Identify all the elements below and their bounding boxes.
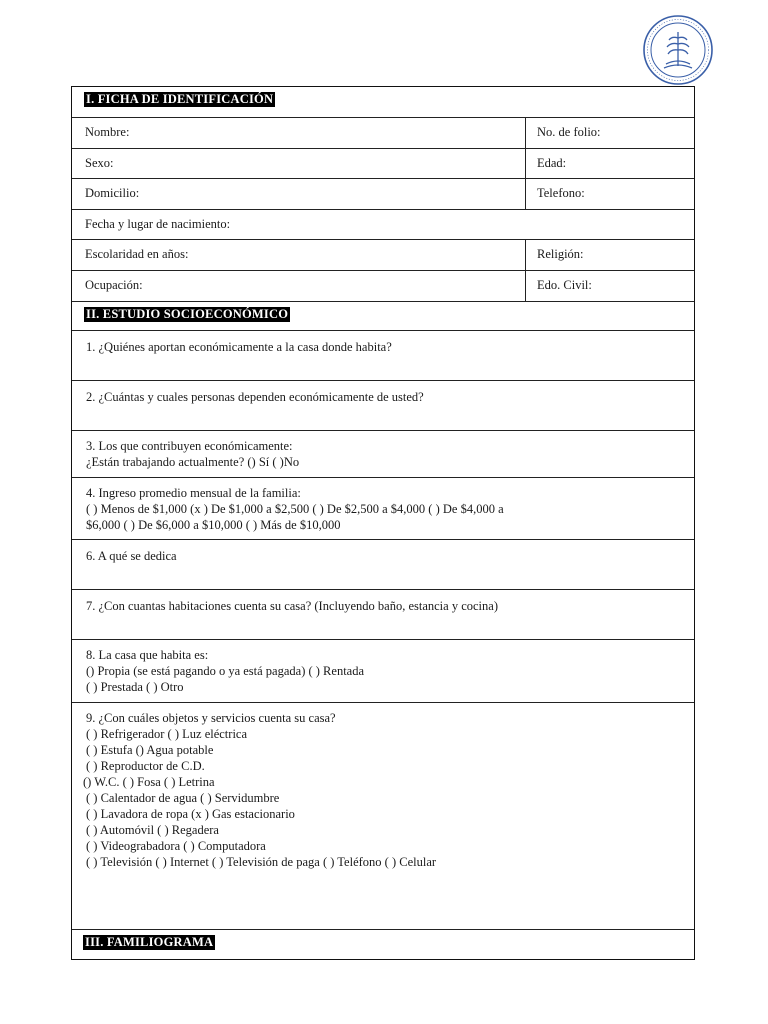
question-4-text: 4. Ingreso promedio mensual de la familia: xyxy=(86,486,301,500)
row-domicilio xyxy=(72,179,694,210)
section2-title: II. ESTUDIO SOCIOECONÓMICO xyxy=(86,307,289,321)
field-telefono[interactable]: Telefono: xyxy=(537,186,585,200)
field-sexo[interactable]: Sexo: xyxy=(72,149,526,178)
field-edo-civil[interactable]: Edo. Civil: xyxy=(537,278,592,292)
section2-header-row xyxy=(72,302,694,331)
identification-form xyxy=(71,86,695,960)
field-religion[interactable]: Religión: xyxy=(537,247,584,261)
question-9-option: ( ) Videograbadora ( ) Computadora xyxy=(86,839,266,853)
question-9-option: ( ) Automóvil ( ) Regadera xyxy=(86,823,219,837)
question-7[interactable] xyxy=(72,590,694,640)
question-8-options-line2: ( ) Prestada ( ) Otro xyxy=(86,680,184,694)
question-7-text: 7. ¿Con cuantas habitaciones cuenta su casa? (Incluyendo baño, estancia y cocina) xyxy=(86,599,498,613)
field-escolaridad[interactable]: Escolaridad en años: xyxy=(72,240,526,270)
question-4-options-line2: $6,000 ( ) De $6,000 a $10,000 ( ) Más de $10,000 xyxy=(86,518,341,532)
question-2[interactable] xyxy=(72,381,694,431)
question-3-options: ¿Están trabajando actualmente? () Sí ( )No xyxy=(86,455,300,469)
row-sexo xyxy=(72,149,694,179)
row-nombre xyxy=(72,118,694,149)
section1-title: I. FICHA DE IDENTIFICACIÓN xyxy=(86,92,274,106)
section3-header-row xyxy=(72,930,694,959)
section3-title: III. FAMILIOGRAMA xyxy=(85,935,214,949)
field-edad[interactable]: Edad: xyxy=(537,156,567,170)
question-3[interactable] xyxy=(72,431,694,478)
question-9-option: ( ) Lavadora de ropa (x ) Gas estacionario xyxy=(86,807,295,821)
field-nombre[interactable]: Nombre: xyxy=(72,118,526,148)
question-2-text: 2. ¿Cuántas y cuales personas dependen económicamente de usted? xyxy=(86,390,424,404)
field-folio[interactable]: No. de folio: xyxy=(537,125,601,139)
section1-header-row xyxy=(72,87,694,118)
question-4-options-line1: ( ) Menos de $1,000 (x ) De $1,000 a $2,500 ( ) De $2,500 a $4,000 ( ) De $4,000 a xyxy=(86,502,504,516)
row-escolaridad xyxy=(72,240,694,271)
question-1[interactable] xyxy=(72,331,694,381)
question-9-option: ( ) Refrigerador ( ) Luz eléctrica xyxy=(86,727,248,741)
question-9-option: ( ) Reproductor de C.D. xyxy=(86,759,205,773)
question-3-text: 3. Los que contribuyen económicamente: xyxy=(86,439,293,453)
question-9-option: () W.C. ( ) Fosa ( ) Letrina xyxy=(83,775,215,789)
field-nacimiento[interactable]: Fecha y lugar de nacimiento: xyxy=(85,217,231,231)
question-8[interactable] xyxy=(72,640,694,703)
question-6[interactable] xyxy=(72,540,694,590)
question-9[interactable] xyxy=(72,703,694,930)
field-domicilio[interactable]: Domicilio: xyxy=(72,179,526,209)
question-4[interactable] xyxy=(72,478,694,540)
question-9-text: 9. ¿Con cuáles objetos y servicios cuenta su casa? xyxy=(86,711,336,725)
institution-seal-icon xyxy=(642,14,714,86)
question-1-text: 1. ¿Quiénes aportan económicamente a la casa donde habita? xyxy=(86,340,392,354)
question-9-option: ( ) Calentador de agua ( ) Servidumbre xyxy=(86,791,280,805)
question-6-text: 6. A qué se dedica xyxy=(86,549,177,563)
field-ocupacion[interactable]: Ocupación: xyxy=(72,271,526,301)
question-9-option: ( ) Televisión ( ) Internet ( ) Televisión de paga ( ) Teléfono ( ) Celular xyxy=(86,855,437,869)
question-9-option: ( ) Estufa () Agua potable xyxy=(86,743,214,757)
question-8-options-line1: () Propia (se está pagando o ya está pagada) ( ) Rentada xyxy=(86,664,365,678)
question-8-text: 8. La casa que habita es: xyxy=(86,648,209,662)
row-nacimiento xyxy=(72,210,694,240)
row-ocupacion xyxy=(72,271,694,302)
